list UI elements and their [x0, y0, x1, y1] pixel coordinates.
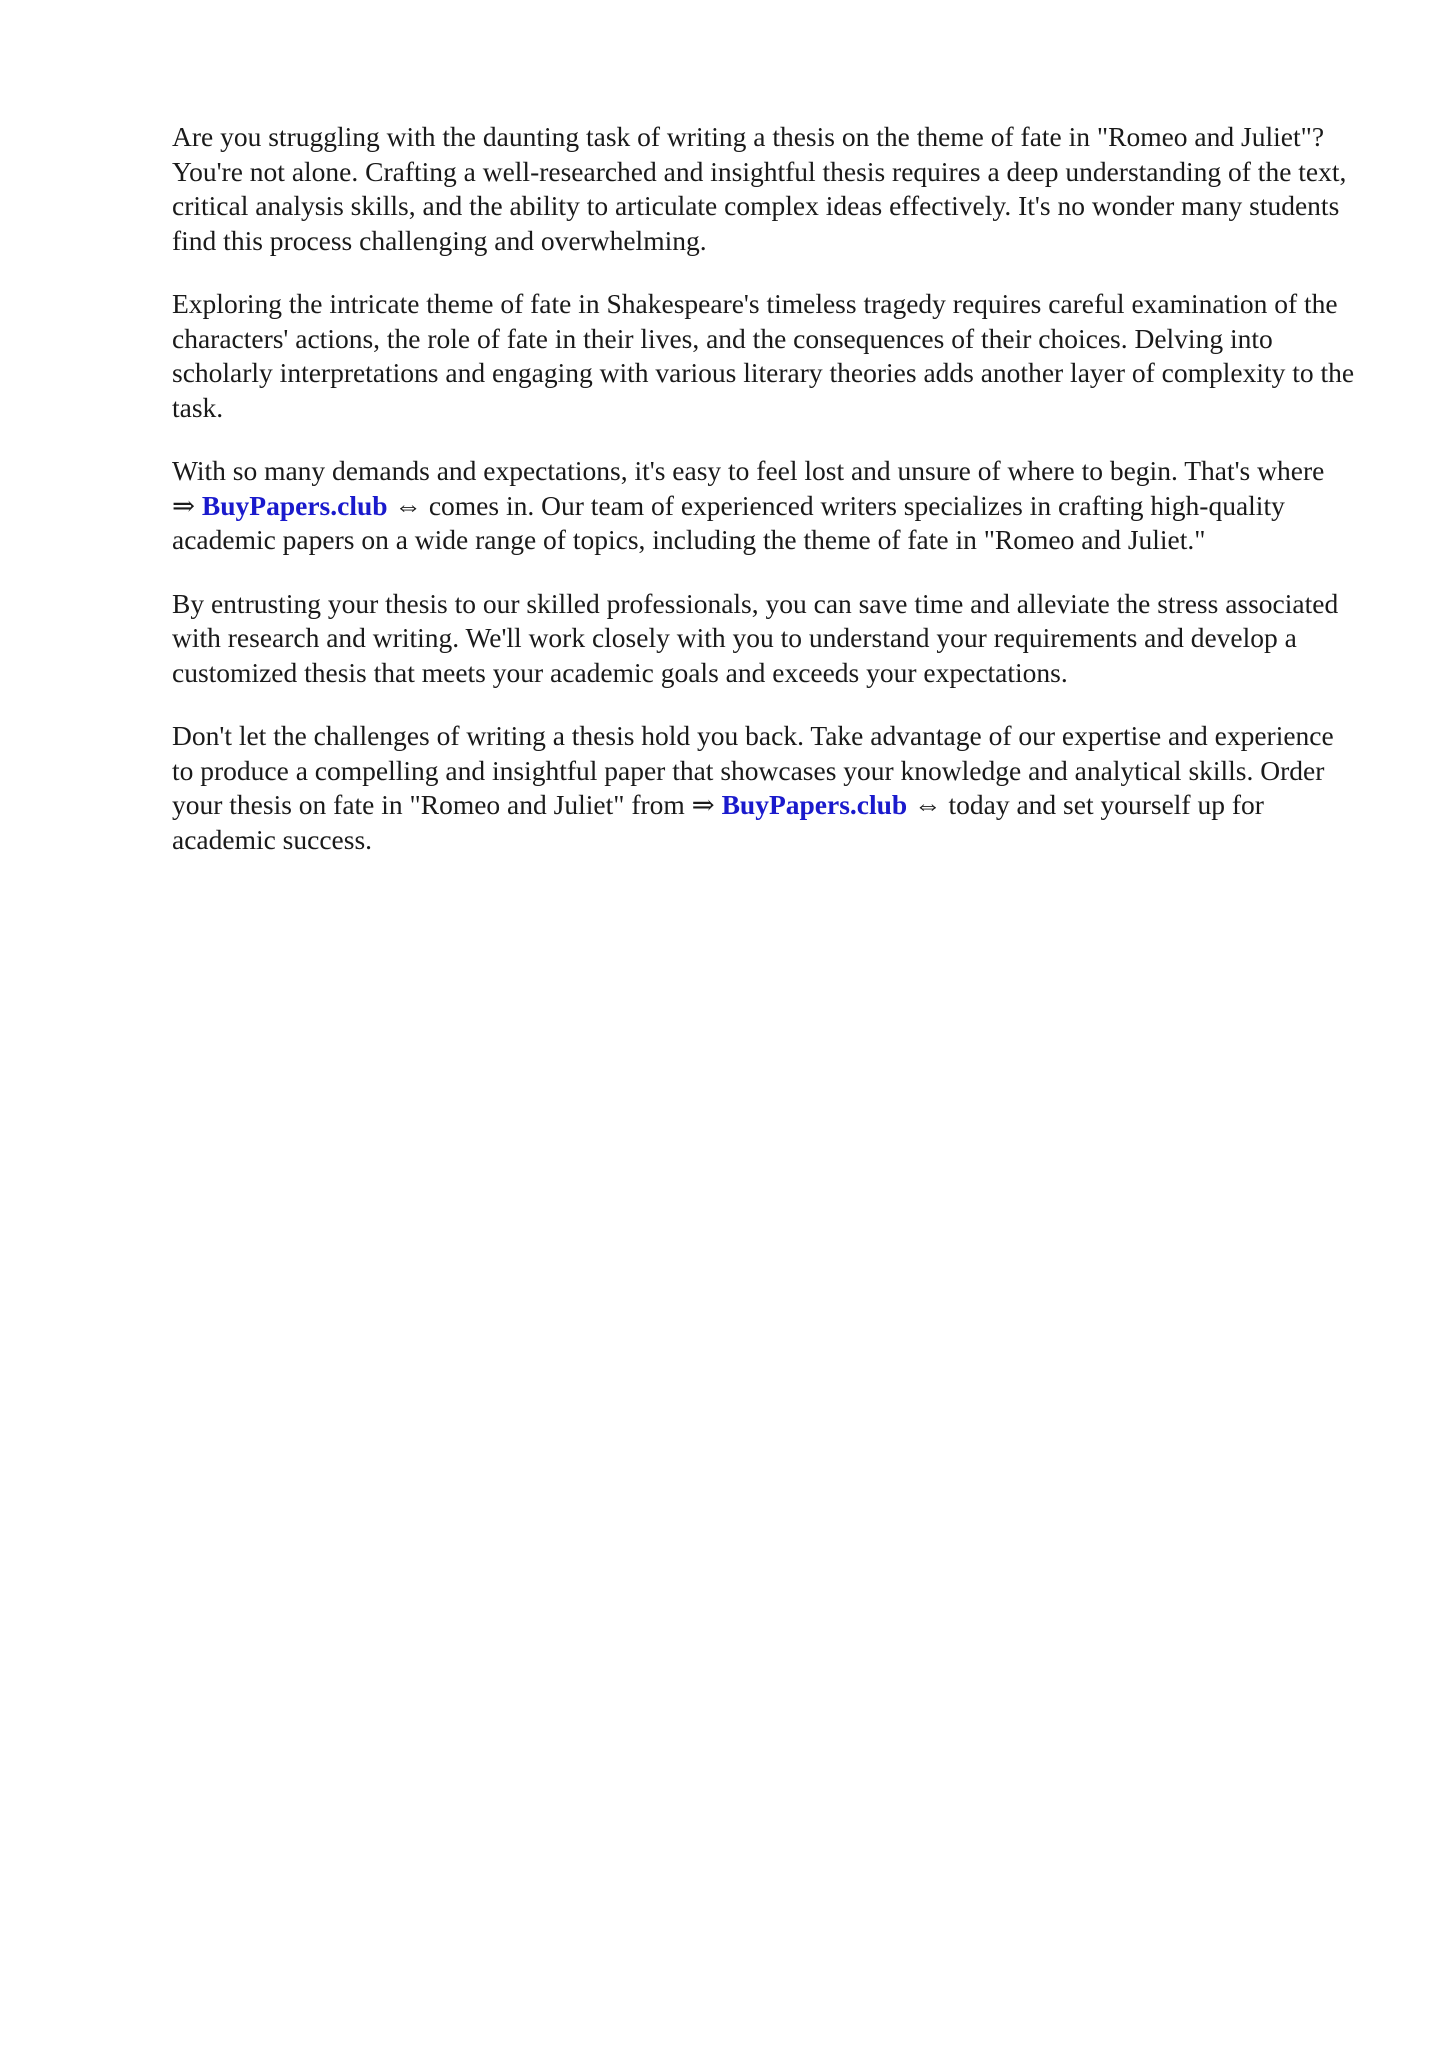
paragraph-intro: Are you struggling with the daunting task of writing a thesis on the theme of fate in "Romeo and Juliet"? You're not alone. Crafting a well-researched and insightful thesis requires a deep understanding of the text, critical analysis skills, and the ability to articulate complex ideas effectively. It's no wonder many students find this process challenging and overwhelming.	[172, 121, 1347, 256]
paragraph-text-after-link: comes in. Our team of experienced writers specializes in crafting high-quality academic papers on a wide range of topics, including the theme of fate in "Romeo and Juliet."	[172, 489, 1285, 555]
paragraph-call-to-action	[172, 719, 1357, 857]
paragraph-text-before-link: With so many demands and expectations, it's easy to feel lost and unsure of where to begin. That's where	[172, 455, 1325, 486]
buypapers-link[interactable]: BuyPapers.club	[721, 789, 908, 820]
arrow-right-icon: ⇒	[172, 489, 196, 521]
paragraph-entrusting: By entrusting your thesis to our skilled professionals, you can save time and alleviate the stress associated with research and writing. We'll work closely with you to understand your requirements and develop a customized thesis that meets your academic goals and exceeds your expectations.	[172, 587, 1339, 688]
buypapers-link[interactable]: BuyPapers.club	[201, 489, 388, 521]
arrow-right-icon: ⇒	[691, 789, 715, 820]
paragraph-where-to-begin	[172, 454, 1357, 558]
arrow-both-icon: ⇔	[394, 489, 422, 521]
document-body	[172, 120, 1357, 886]
paragraph-exploring: Exploring the intricate theme of fate in Shakespeare's timeless tragedy requires careful examination of the characters' actions, the role of fate in their lives, and the consequences of their choices. Delving into scholarly interpretations and engaging with various literary theories adds another layer of complexity to the task.	[172, 288, 1355, 423]
paragraph-text-after-link: today and set yourself up for academic success.	[172, 789, 1264, 855]
paragraph-text-before-link: Don't let the challenges of writing a thesis hold you back. Take advantage of our expertise and experience to produce a compelling and insightful paper that showcases your knowledge and analytical skills. Order your thesis on fate in "Romeo and Juliet" from	[172, 720, 1334, 820]
arrow-both-icon: ⇔	[914, 789, 942, 820]
